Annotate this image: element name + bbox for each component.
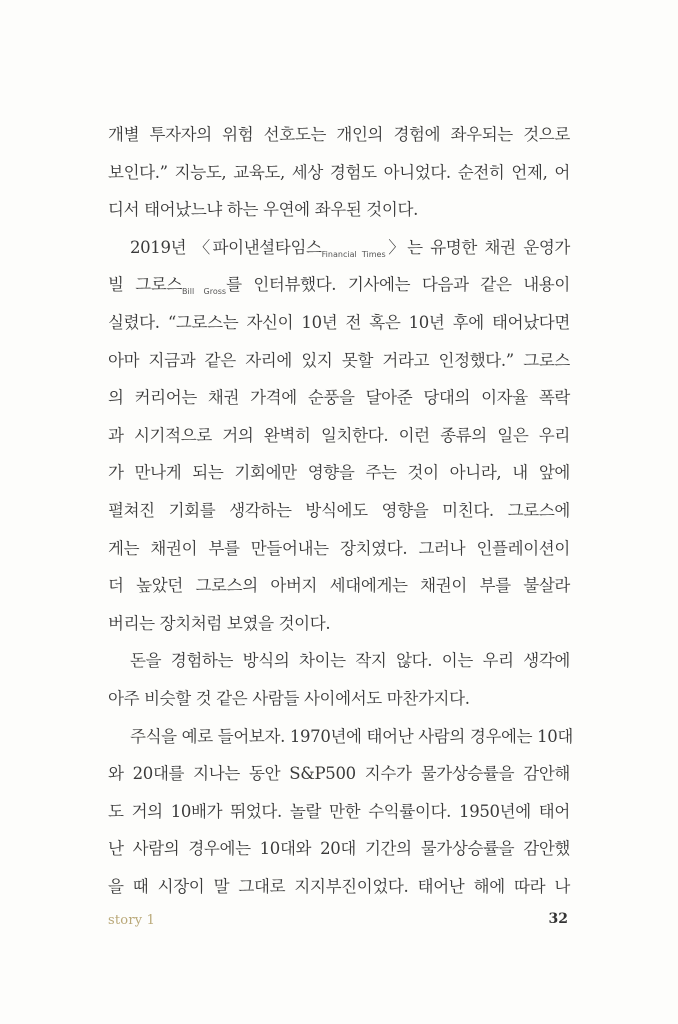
text-fragment: 2019년 〈파이낸셜타임스 <box>130 237 322 257</box>
text-line: 아주 비슷할 것 같은 사람들 사이에서도 마찬가지다. <box>108 688 470 708</box>
text-line <box>108 229 570 267</box>
text-line: 아마 지금과 같은 자리에 있지 못할 거라고 인정했다.” 그로스 <box>108 350 570 370</box>
text-line: 을 때 시장이 말 그대로 지지부진이었다. 태어난 해에 따라 나 <box>108 876 570 896</box>
text-line: 난 사람의 경우에는 10대와 20대 기간의 물가상승률을 감안했 <box>108 839 570 859</box>
text-line: 가 만나게 되는 기회에만 영향을 주는 것이 아니라, 내 앞에 <box>108 463 570 483</box>
text-line: 주식을 예로 들어보자. 1970년에 태어난 사람의 경우에는 10대 <box>130 726 574 746</box>
text-line: 도 거의 10배가 뛰었다. 놀랄 만한 수익률이다. 1950년에 태어 <box>108 801 570 821</box>
text-line: 개별 투자자의 위험 선호도는 개인의 경험에 좌우되는 것으로 <box>108 125 570 144</box>
text-line: 펼쳐진 기회를 생각하는 방식에도 영향을 미친다. 그로스에 <box>108 500 570 520</box>
text-fragment: 를 인터뷰했다. 기사에는 다음과 같은 내용이 <box>226 275 570 295</box>
text-line <box>108 266 570 304</box>
text-line: 디서 태어났느냐 하는 우연에 좌우된 것이다. <box>108 200 418 220</box>
text-fragment: 빌 그로스 <box>108 275 183 295</box>
text-line: 버리는 장치처럼 보였을 것이다. <box>108 613 331 633</box>
text-fragment: 〉는 유명한 채권 운영가 <box>385 237 570 257</box>
subscript-english-name: Bill Gross <box>182 287 227 297</box>
text-line: 실렸다. “그로스는 자신이 10년 전 혹은 10년 후에 태어났다면 <box>108 312 570 332</box>
page-number: 32 <box>548 911 568 927</box>
text-line: 더 높았던 그로스의 아버지 세대에게는 채권이 부를 불살라 <box>108 576 570 596</box>
text-line: 게는 채권이 부를 만들어내는 장치였다. 그러나 인플레이션이 <box>108 538 570 558</box>
section-label: story 1 <box>108 913 156 928</box>
text-line: 와 20대를 지나는 동안 S&P500 지수가 물가상승률을 감안해 <box>108 764 570 784</box>
text-line: 의 커리어는 채권 가격에 순풍을 달아준 당대의 이자율 폭락 <box>108 388 570 408</box>
text-line: 돈을 경험하는 방식의 차이는 작지 않다. 이는 우리 생각에 <box>130 651 570 671</box>
text-line: 보인다.” 지능도, 교육도, 세상 경험도 아니었다. 순전히 언제, 어 <box>108 162 570 182</box>
body-text <box>108 116 574 905</box>
text-line: 과 시기적으로 거의 완벽히 일치한다. 이런 종류의 일은 우리 <box>108 425 570 445</box>
subscript-english-name: Financial Times <box>321 249 386 259</box>
